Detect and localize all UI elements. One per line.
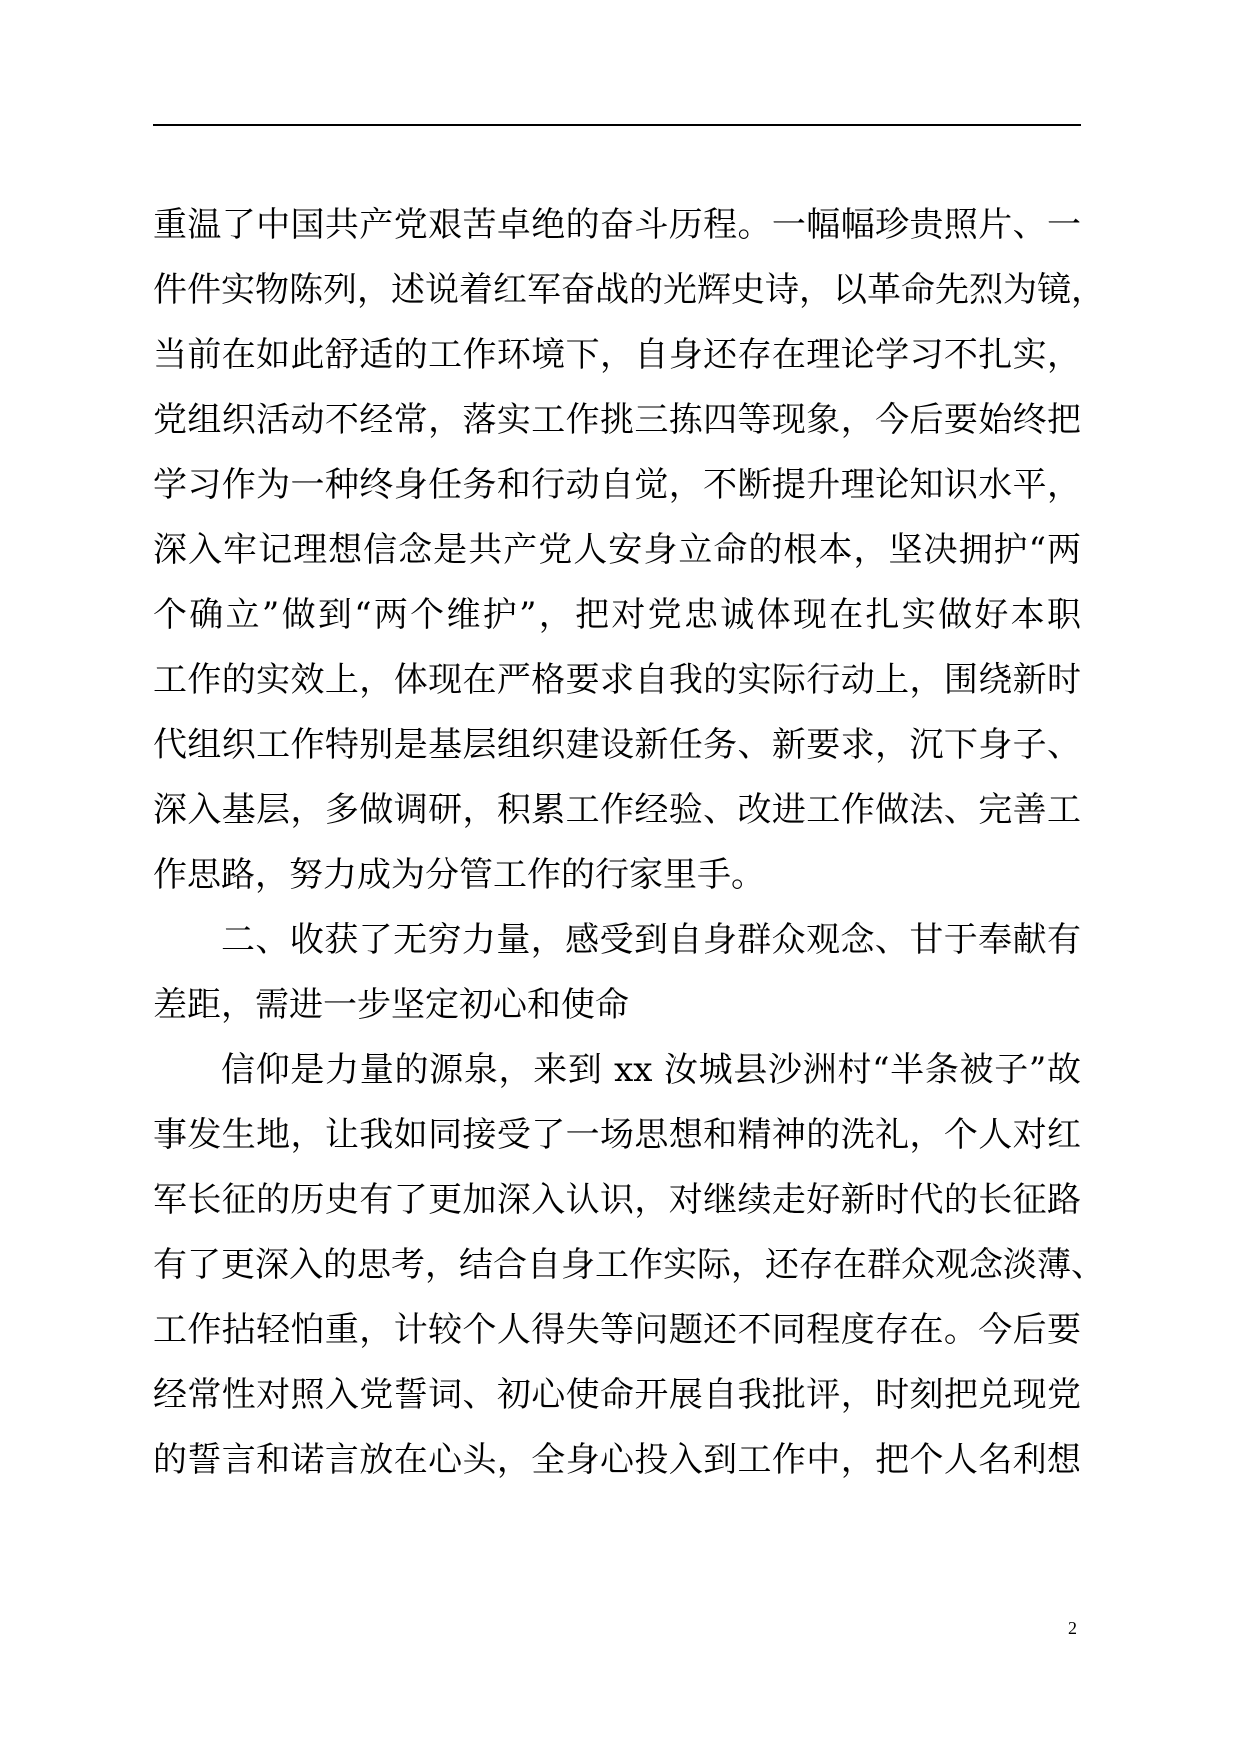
- page-number: 2: [1068, 1618, 1077, 1638]
- text-line: 信仰是力量的源泉，来到 xx 汝城县沙洲村“半条被子”故: [221, 1050, 1081, 1090]
- document-body: [153, 193, 1105, 1493]
- text-line: 个确立”做到“两个维护”，把对党忠诚体现在扎实做好本职: [153, 595, 1081, 635]
- text-line: 工作拈轻怕重，计较个人得失等问题还不同程度存在。今后要: [153, 1310, 1081, 1350]
- heading-line: 二、收获了无穷力量，感受到自身群众观念、甘于奉献有: [221, 920, 1081, 960]
- text-line: 深入基层，多做调研，积累工作经验、改进工作做法、完善工: [153, 790, 1081, 830]
- text-line: 的誓言和诺言放在心头，全身心投入到工作中，把个人名利想: [153, 1440, 1081, 1480]
- section-heading-2: [153, 908, 1081, 1038]
- text-line: 作思路，努力成为分管工作的行家里手。: [153, 855, 765, 895]
- text-line: 事发生地，让我如同接受了一场思想和精神的洗礼，个人对红: [153, 1115, 1081, 1155]
- paragraph-3: [153, 1038, 1105, 1493]
- text-line: 深入牢记理想信念是共产党人安身立命的根本，坚决拥护“两: [153, 530, 1081, 570]
- text-line: 代组织工作特别是基层组织建设新任务、新要求，沉下身子、: [153, 725, 1081, 765]
- paragraph-1: [153, 193, 1105, 908]
- text-line: 经常性对照入党誓词、初心使命开展自我批评，时刻把兑现党: [153, 1375, 1081, 1415]
- text-line: 件件实物陈列，述说着红军奋战的光辉史诗，以革命先烈为镜，: [153, 270, 1105, 310]
- text-line: 学习作为一种终身任务和行动自觉，不断提升理论知识水平，: [153, 465, 1081, 505]
- text-line: 党组织活动不经常，落实工作挑三拣四等现象，今后要始终把: [153, 400, 1081, 440]
- text-line: 重温了中国共产党艰苦卓绝的奋斗历程。一幅幅珍贵照片、一: [153, 205, 1081, 245]
- text-line: 当前在如此舒适的工作环境下，自身还存在理论学习不扎实，: [153, 335, 1081, 375]
- text-line: 有了更深入的思考，结合自身工作实际，还存在群众观念淡薄、: [153, 1245, 1105, 1285]
- text-line: 军长征的历史有了更加深入认识，对继续走好新时代的长征路: [153, 1180, 1081, 1220]
- heading-line: 差距，需进一步坚定初心和使命: [153, 985, 629, 1025]
- text-line: 工作的实效上，体现在严格要求自我的实际行动上，围绕新时: [153, 660, 1081, 700]
- header-rule: [153, 124, 1081, 126]
